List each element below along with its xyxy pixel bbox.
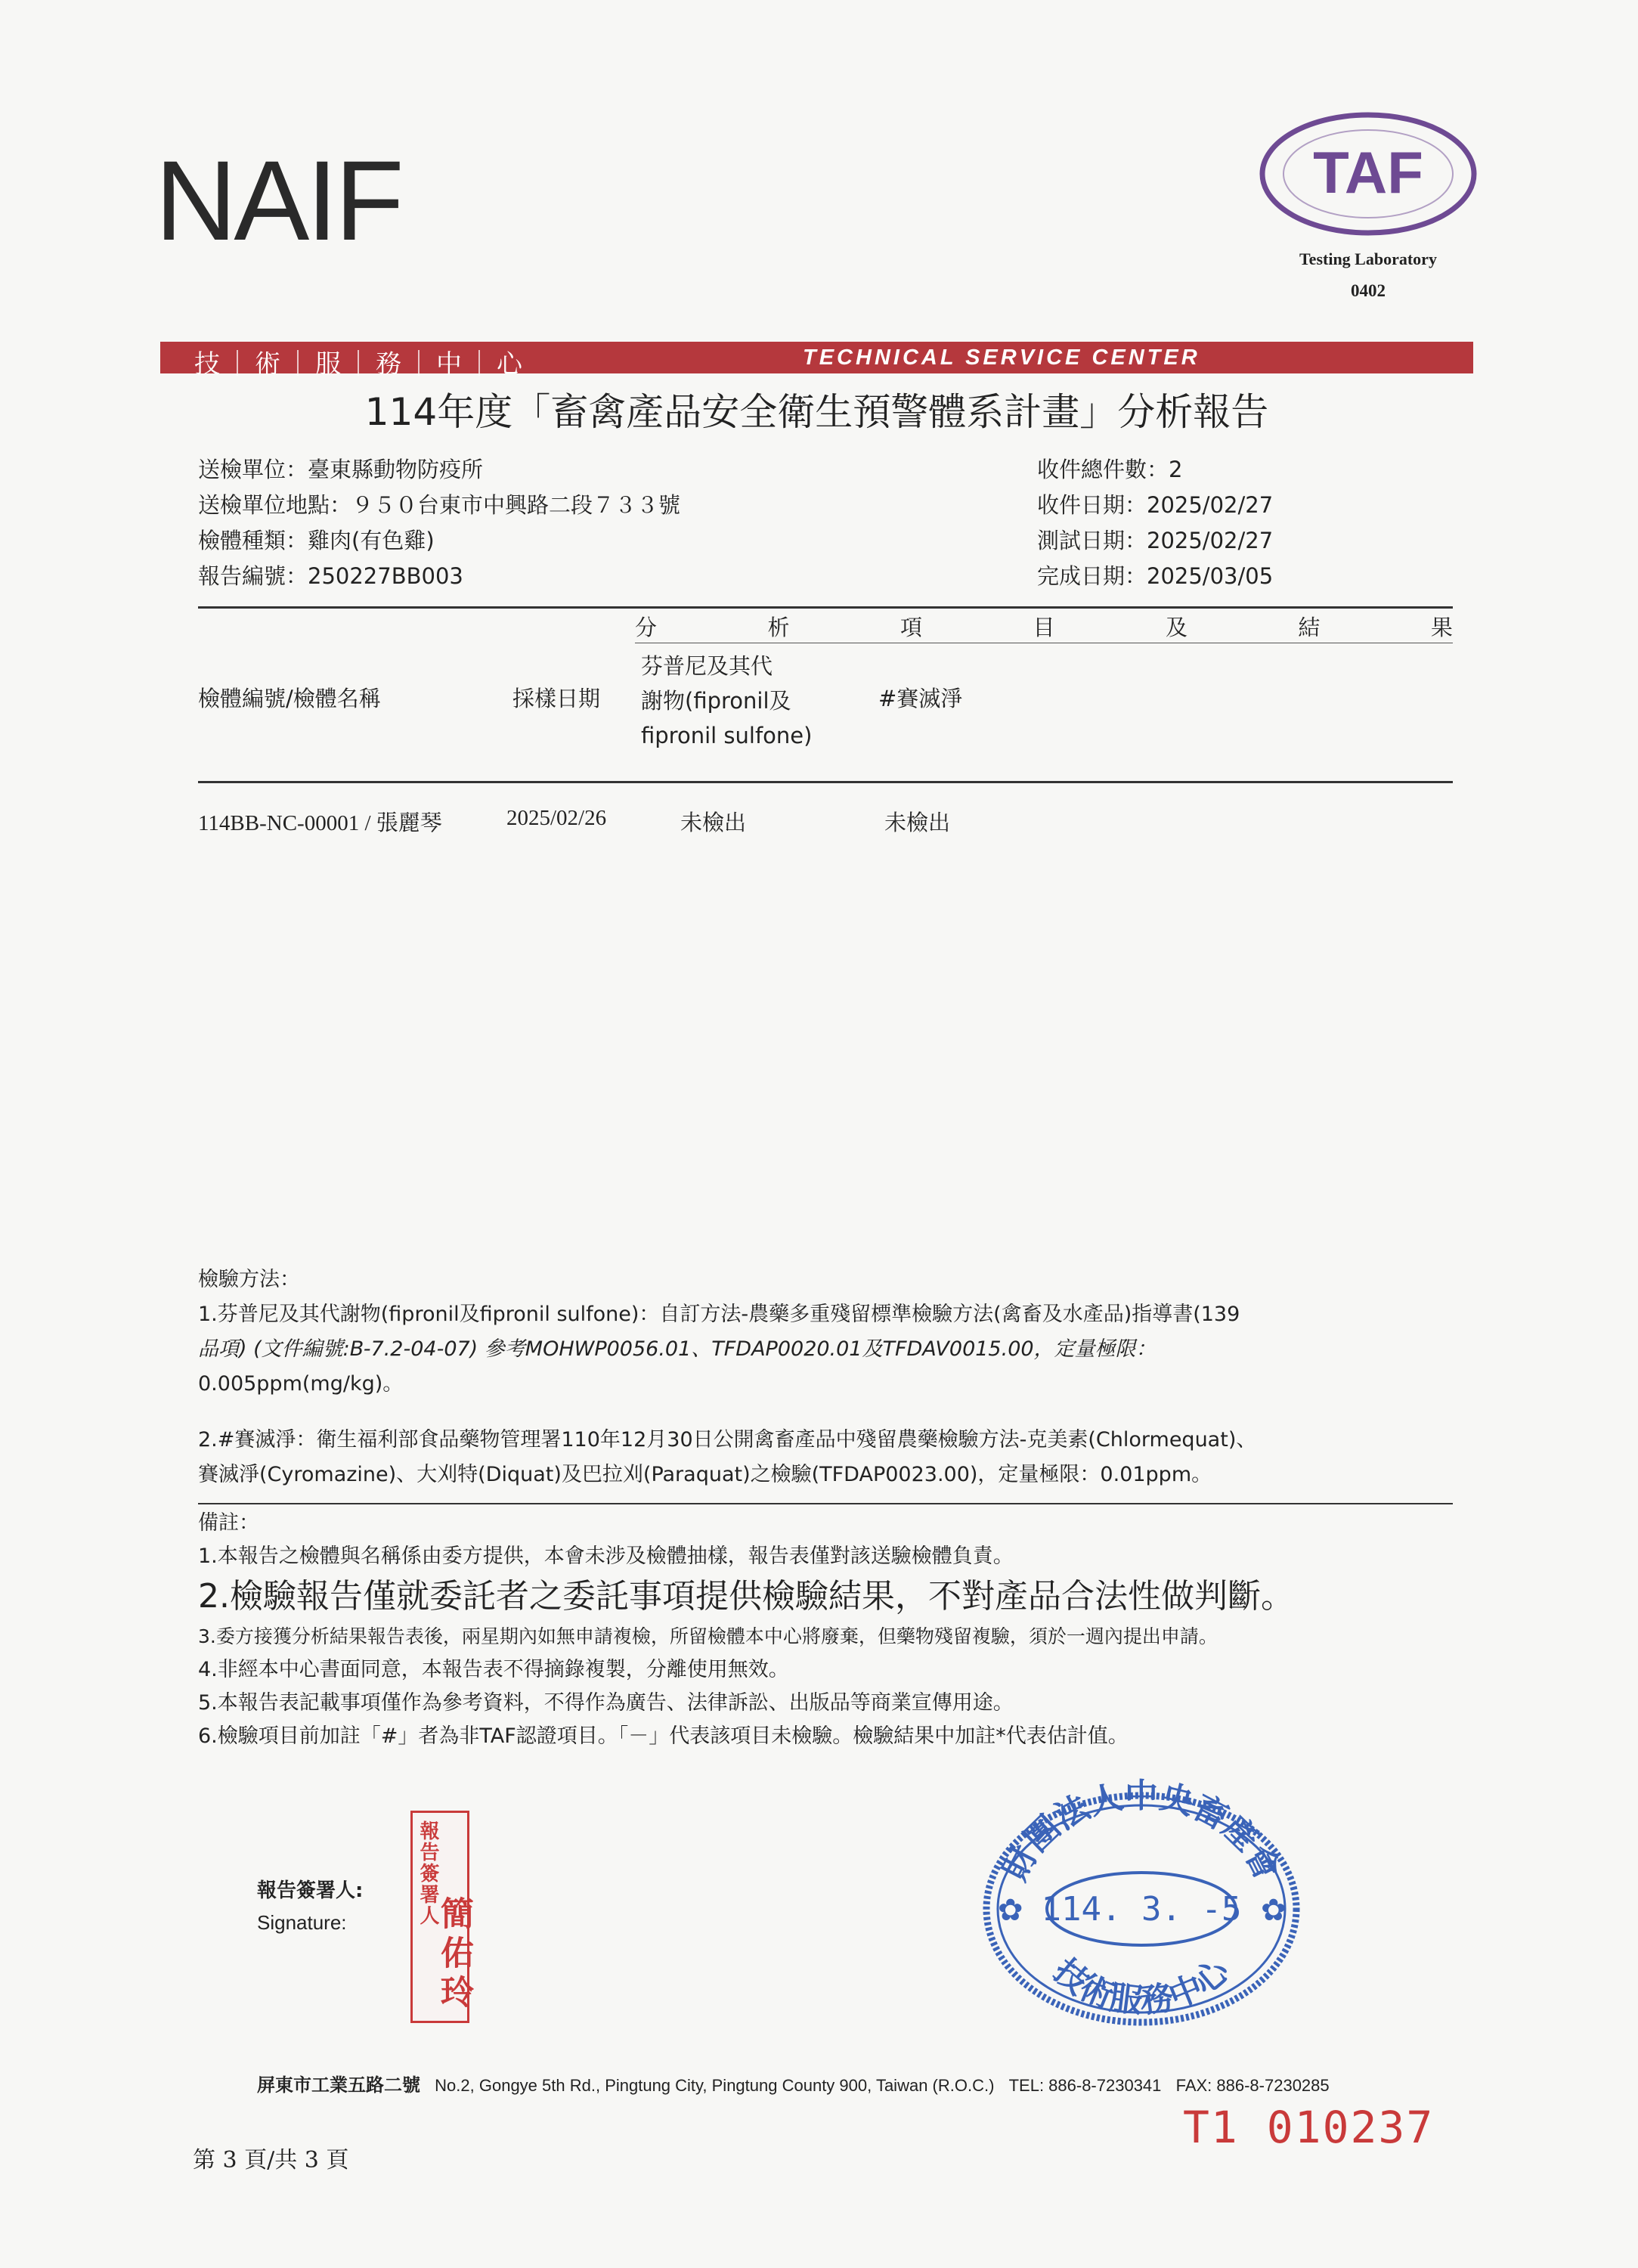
col-fipronil: [641, 649, 812, 753]
received-date: 收件日期：2025/02/27: [1037, 492, 1274, 518]
taf-logo-text: TAF: [1313, 139, 1423, 206]
signature-label: [257, 1875, 363, 1938]
method-2-line: 2.#賽滅淨：衛生福利部食品藥物管理署110年12月30日公開禽畜產品中殘留農藥檢驗方法-克美素(Chlormequat)、: [198, 1428, 1257, 1452]
note-3: 3.委方接獲分析結果報告表後，兩星期內如無申請複檢，所留檢體本中心將廢棄，但藥物殘留複驗，須於一週內提出申請。: [198, 1625, 1218, 1647]
group-header-char: 果: [1430, 615, 1453, 640]
taf-lab-label: Testing Laboratory: [1299, 249, 1437, 268]
svg-text:技術服務中心: [1046, 1950, 1238, 2021]
test-date: 測試日期：2025/02/27: [1037, 528, 1274, 553]
group-header-char: 項: [900, 615, 922, 640]
seal-bottom-text: 技術服務中心: [1045, 1951, 1237, 2022]
col-date: 採樣日期: [512, 686, 601, 711]
table-top-line: [198, 606, 1453, 609]
footer-address-cn: 屏東市工業五路二號: [257, 2074, 420, 2096]
method-1-line: 0.005ppm(mg/kg)。: [198, 1372, 404, 1396]
seal-date: 114. 3. -5: [1041, 1890, 1242, 1929]
method-1-line: 品項) (文件編號:B-7.2-04-07) 參考MOHWP0056.01、TFDAP0020.01及TFDAV0015.00，定量極限：: [198, 1337, 1157, 1361]
report-number: 報告編號：250227BB003: [198, 563, 463, 589]
banner-cn: 技｜術｜服｜務｜中｜心: [194, 349, 527, 380]
completion-date: 完成日期：2025/03/05: [1037, 563, 1274, 589]
stamp-text-title: 報告簽署人: [416, 1820, 439, 1926]
note-1: 1.本報告之檢體與名稱係由委方提供，本會未涉及檢體抽樣，報告表僅對該送驗檢體負責。: [198, 1545, 1014, 1568]
row-date: 2025/02/26: [506, 806, 607, 830]
group-header-char: 及: [1165, 615, 1187, 640]
report-title: 114年度「畜禽產品安全衛生預警體系計畫」分析報告: [364, 390, 1269, 434]
seal-flower-icon: ✿: [998, 1893, 1023, 1928]
col-fipronil-line: 謝物(fipronil及: [641, 688, 791, 714]
group-header: [635, 611, 1453, 642]
col-cyromazine: #賽滅淨: [878, 686, 963, 711]
table-header-line: [198, 781, 1453, 783]
group-header-char: 結: [1298, 615, 1321, 640]
group-header-char: 析: [767, 615, 790, 640]
service-banner: [160, 342, 1473, 380]
methods-heading: 檢驗方法：: [198, 1268, 300, 1291]
notes-heading: 備註：: [198, 1511, 259, 1535]
footer-address: [257, 2070, 1330, 2096]
seal-top-text: 財團法人中央畜產會: [995, 1777, 1287, 1887]
taf-logo: [1255, 110, 1482, 238]
notes-section: [198, 1507, 1483, 1753]
seal-flower-icon: ✿: [1261, 1893, 1287, 1928]
col-sample: 檢體編號/檢體名稱: [198, 686, 381, 711]
row-result-fipronil: 未檢出: [680, 810, 747, 835]
group-header-char: 分: [635, 615, 658, 640]
signature-label-en: Signature:: [257, 1911, 347, 1934]
note-4: 4.非經本中心書面同意，本報告表不得摘錄複製，分離使用無效。: [198, 1658, 789, 1681]
signatory-stamp: [410, 1811, 473, 2023]
footer-fax: FAX: 886-8-7230285: [1175, 2076, 1330, 2095]
footer-address-en: No.2, Gongye 5th Rd., Pingtung City, Pingtung County 900, Taiwan (R.O.C.): [435, 2076, 995, 2095]
method-2-line: 賽滅淨(Cyromazine)、大刈特(Diquat)及巴拉刈(Paraquat)之檢驗(TFDAP0023.00)，定量極限：0.01ppm。: [198, 1463, 1212, 1486]
note-5: 5.本報告表記載事項僅作為參考資料，不得作為廣告、法律訴訟、出版品等商業宣傳用途。: [198, 1691, 1014, 1715]
sample-type: 檢體種類：雞肉(有色雞): [198, 528, 435, 553]
taf-lab-number: 0402: [1351, 281, 1386, 300]
sender-unit: 送檢單位：臺東縣動物防疫所: [198, 457, 484, 482]
group-header-char: 目: [1033, 615, 1055, 640]
method-1-line: 1.芬普尼及其代謝物(fipronil及fipronil sulfone)：自訂方法-農藥多重殘留標準檢驗方法(禽畜及水產品)指導書(139: [198, 1303, 1240, 1326]
info-right: [1037, 452, 1273, 594]
notes-divider: [198, 1503, 1453, 1504]
naif-logo: NAIF: [155, 137, 401, 264]
col-fipronil-line: fipronil sulfone): [641, 723, 813, 748]
svg-text:財團法人中央畜產會: [996, 1777, 1287, 1887]
sender-address: 送檢單位地點：９５０台東市中興路二段７３３號: [198, 492, 681, 518]
note-6: 6.檢驗項目前加註「#」者為非TAF認證項目。「－」代表該項目未檢驗。檢驗結果中加註*代表估計值。: [198, 1724, 1129, 1748]
footer-tel: TEL: 886-8-7230341: [1008, 2076, 1162, 2095]
info-left: [198, 452, 680, 594]
note-2: 2.檢驗報告僅就委託者之委託事項提供檢驗結果，不對產品合法性做判斷。: [198, 1577, 1294, 1616]
methods-section: [198, 1263, 1483, 1492]
serial-number: T1 010237: [1183, 2102, 1435, 2153]
col-fipronil-line: 芬普尼及其代: [641, 653, 773, 679]
signature-label-cn: 報告簽署人:: [257, 1879, 364, 1902]
official-seal: [968, 1777, 1315, 2026]
received-count: 收件總件數：2: [1037, 457, 1183, 482]
stamp-text-name: 簡佑玲: [435, 1896, 473, 2014]
banner-en: TECHNICAL SERVICE CENTER: [803, 345, 1200, 370]
row-sample: 114BB-NC-00001 / 張麗琴: [198, 811, 442, 835]
row-result-cyromazine: 未檢出: [884, 810, 951, 835]
page-number: 第 3 頁/共 3 頁: [193, 2147, 349, 2174]
